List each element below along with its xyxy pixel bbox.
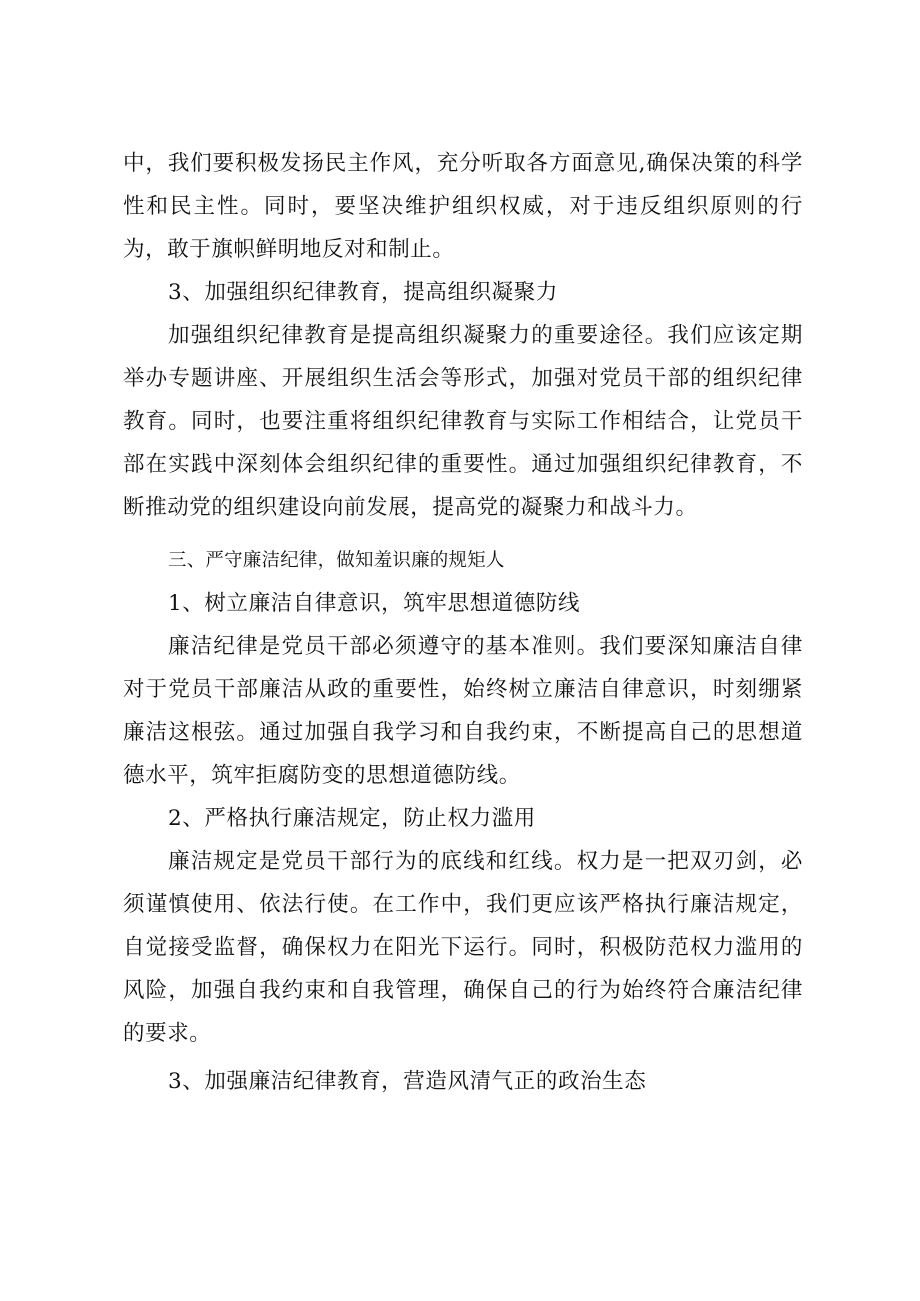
subheading-integrity-awareness: 1、树立廉洁自律意识，筑牢思想道德防线 [168, 591, 581, 616]
paragraph-continuation: 中，我们要积极发扬民主作风，充分听取各方面意见,确保决策的科学性和民主性。同时，要坚决维护组织权威，对于违反组织原则的行为，敢于旗帜鲜明地反对和制止。 [123, 151, 803, 262]
subheading-integrity-regulations: 2、严格执行廉洁规定，防止权力滥用 [168, 806, 536, 831]
paragraph-integrity-awareness: 廉洁纪律是党员干部必须遵守的基本准则。我们要深知廉洁自律对于党员干部廉洁从政的重要性，始终树立廉洁自律意识，时刻绷紧廉洁这根弦。通过加强自我学习和自我约束，不断提高自己的思想道德水平，筑牢拒腐防变的思想道德防线。 [123, 634, 803, 788]
paragraph-integrity-regulations: 廉洁规定是党员干部行为的底线和红线。权力是一把双刃剑，必须谨慎使用、依法行使。在工作中，我们更应该严格执行廉洁规定，自觉接受监督，确保权力在阳光下运行。同时，积极防范权力滥用的风险，加强自我约束和自我管理，确保自己的行为始终符合廉洁纪律的要求。 [123, 849, 803, 1046]
paragraph-organization-discipline-education: 加强组织纪律教育是提高组织凝聚力的重要途径。我们应该定期举办专题讲座、开展组织生活会等形式，加强对党员干部的组织纪律教育。同时，也要注重将组织纪律教育与实际工作相结合，让党员干部在实践中深刻体会组织纪律的重要性。通过加强组织纪律教育，不断推动党的组织建设向前发展，提高党的凝聚力和战斗力。 [123, 323, 803, 520]
subheading-organization-discipline-education: 3、加强组织纪律教育，提高组织凝聚力 [168, 280, 558, 305]
section-heading-integrity-discipline: 三、严守廉洁纪律，做知羞识廉的规矩人 [168, 550, 505, 571]
document-body [123, 142, 803, 1103]
subheading-integrity-education: 3、加强廉洁纪律教育，营造风清气正的政治生态 [168, 1069, 647, 1094]
